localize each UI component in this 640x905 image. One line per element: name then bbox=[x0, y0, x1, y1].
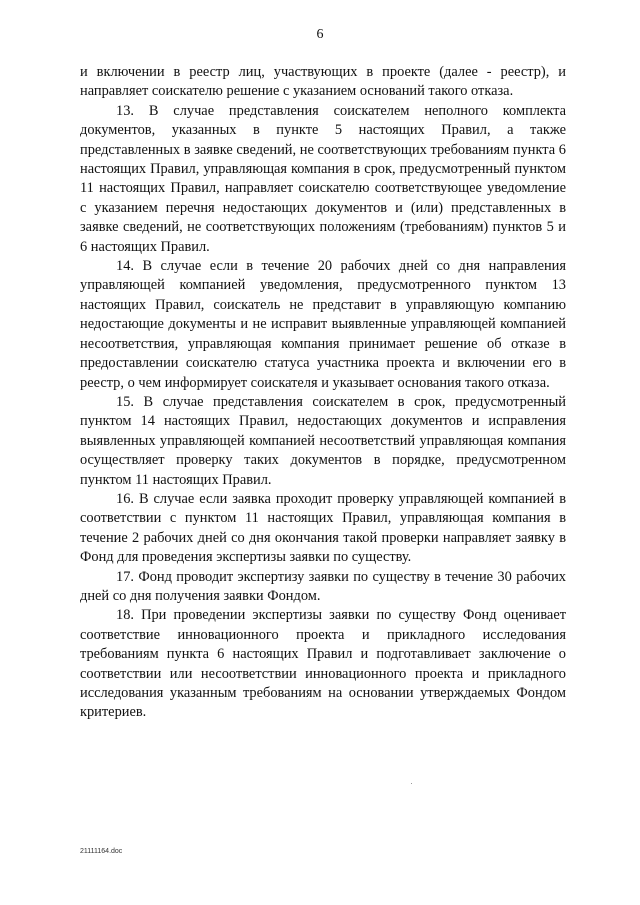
footer-file-code: 21111164.doc bbox=[80, 848, 123, 855]
paragraph-13: 13. В случае представления соискателем неполного комплекта документов, указанных в пункте 5 настоящих Правил, а также представленных в заявке сведений, не соответствующих требованиям пункта 6 настоящих Правил, управляющая компания в срок, предусмотренный пунктом 11 настоящих Правил, направляет соискателю соответствующее уведомление с указанием перечня недостающих документов и (или) представленных в заявке сведений, не соответствующих положениям (требованиям) пунктов 5 и 6 настоящих Правил. bbox=[80, 102, 566, 255]
paragraph-16: 16. В случае если заявка проходит проверку управляющей компанией в соответствии с пунктом 11 настоящих Правил, управляющая компания в течение 2 рабочих дней со дня окончания такой проверки направляет заявку в Фонд для проведения экспертизы заявки по существу. bbox=[80, 490, 566, 566]
paragraph-18: 18. При проведении экспертизы заявки по существу Фонд оценивает соответствие инновационного проекта и прикладного исследования требованиям пункта 6 настоящих Правил и подготавливает заключение о соответствии или несоответствии инновационного проекта и прикладного исследования указанным требованиям на основании утверждаемых Фондом критериев. bbox=[80, 607, 566, 721]
paragraph-14: 14. В случае если в течение 20 рабочих дней со дня направления управляющей компанией уведомления, предусмотренного пунктом 13 настоящих Правил, соискатель не представит в управляющую компанию недостающие документы и не исправит выявленные управляющей компанией несоответствия, управляющая компания принимает решение об отказе в предоставлении соискателю статуса участника проекта и включении его в реестр, о чем информирует соискателя и указывает основания такого отказа. bbox=[80, 258, 566, 391]
scan-speck bbox=[411, 783, 412, 784]
paragraph-continuation: и включении в реестр лиц, участвующих в проекте (далее - реестр), и направляет соискателю решение с указанием оснований такого отказа. bbox=[80, 64, 566, 100]
paragraph-15: 15. В случае представления соискателем в срок, предусмотренный пунктом 14 настоящих Правил, недостающих документов и исправления выявленных управляющей компанией несоответствий управляющая компания осуществляет проверку таких документов в порядке, предусмотренном пунктом 11 настоящих Правил. bbox=[80, 393, 566, 488]
page-number: 6 bbox=[316, 27, 324, 42]
paragraph-17: 17. Фонд проводит экспертизу заявки по существу в течение 30 рабочих дней со дня получения заявки Фондом. bbox=[80, 568, 566, 604]
document-body bbox=[80, 63, 566, 723]
